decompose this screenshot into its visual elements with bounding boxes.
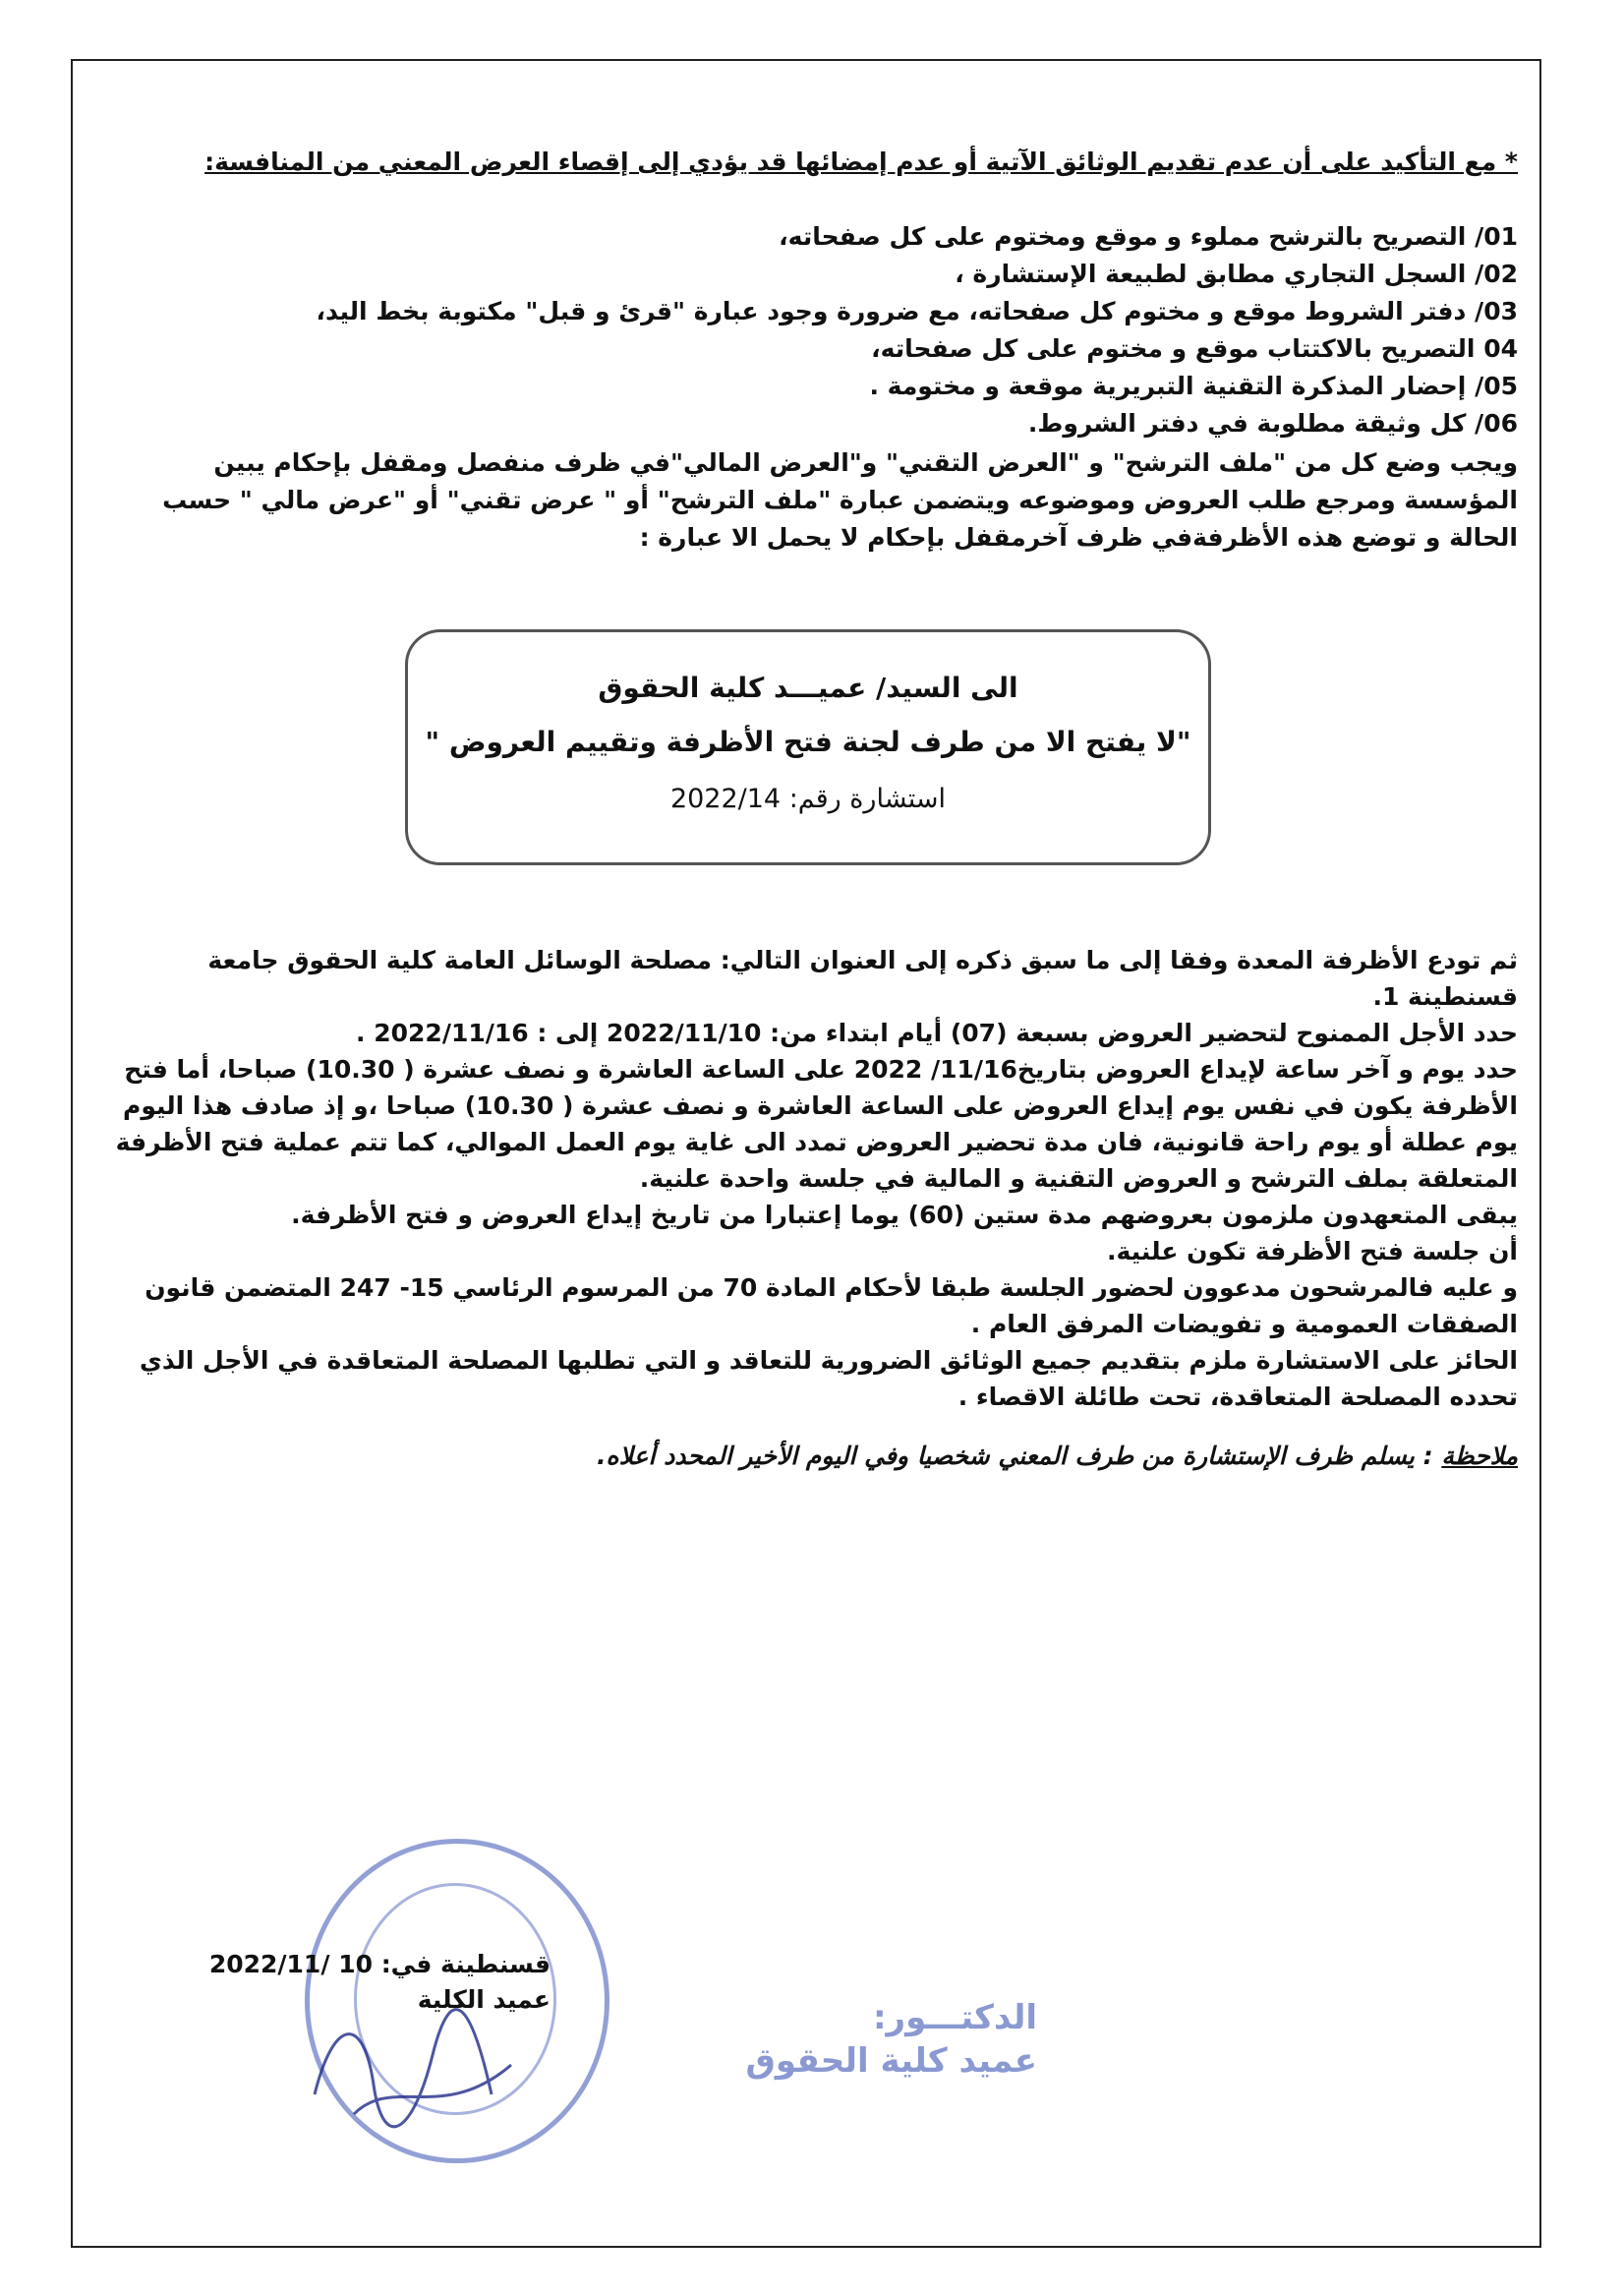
body-paragraph: حدد الأجل الممنوح لتحضير العروض بسبعة (07) أيام ابتداء من: 2022/11/10 إلى : 2022/11/16 .	[356, 1019, 1518, 1047]
box-consultation-number: استشارة رقم: 2022/14	[669, 784, 947, 814]
box-addressee: الى السيد/ عميـــد كلية الحقوق	[598, 672, 1018, 704]
note-text: : يسلم ظرف الإستشارة من طرف المعني شخصيا وفي اليوم الأخير المحدد أعلاه.	[597, 1442, 1433, 1470]
document-item: 03/ دفتر الشروط موقع و مختوم كل صفحاته، مع ضرورة وجود عبارة "قرئ و قبل" مكتوبة بخط اليد،	[316, 297, 1518, 325]
intro-statement: * مع التأكيد على أن عدم تقديم الوثائق الآتية أو عدم إمضائها قد يؤدي إلى إقصاء العرض المعني من المنافسة:	[204, 147, 1518, 176]
box-instruction: "لا يفتح الا من طرف لجنة فتح الأظرفة وتقييم العروض "	[425, 726, 1191, 758]
required-documents-list	[102, 218, 1518, 442]
note-label: ملاحظة	[1441, 1442, 1518, 1470]
document-item: 06/ كل وثيقة مطلوبة في دفتر الشروط.	[1027, 409, 1518, 438]
procedure-text	[102, 942, 1518, 1415]
signature-block	[197, 1947, 551, 2018]
document-item: 02/ السجل التجاري مطابق لطبيعة الإستشارة ،	[955, 260, 1518, 288]
document-item: 01/ التصريح بالترشح مملوء و موقع ومختوم على كل صفحاته،	[779, 222, 1518, 251]
envelope-paragraph: ويجب وضع كل من "ملف الترشح" و "العرض التقني" و"العرض المالي"في ظرف منفصل ومقفل بإحكام يبين المؤسسة ومرجع طلب العروض وموضوعه ويتضمن عبارة "ملف الترشح" أو " عرض تقني" أو "عرض مالي " حسب الحالة و توضع هذه الأظرفةفي ظرف آخرمقفل بإحكام لا يحمل الا عبارة :	[162, 448, 1518, 552]
stamp-line: الدكتـــور:	[872, 1998, 1037, 2037]
signatory-title: عميد الكلية	[417, 1985, 551, 2014]
document-item: 05/ إحضار المذكرة التقنية التبريرية موقعة و مختومة .	[869, 372, 1518, 400]
note	[102, 1442, 1518, 1470]
document-item: 04 التصريح بالاكتتاب موقع و مختوم على كل صفحاته،	[871, 334, 1518, 363]
body-paragraph: حدد يوم و آخر ساعة لإيداع العروض بتاريخ11/16/ 2022 على الساعة العاشرة و نصف عشرة ( 10.30) صباحا، أما فتح الأظرفة يكون في نفس يوم إيداع العروض على الساعة العاشرة و نصف عشرة ( 10.30) صباحا ،و إذ صادف هذا اليوم يوم عطلة أو يوم راحة قانونية، فان مدة تحضير العروض تمدد الى غاية يوم العمل الموالي، كما تتم عملية فتح الأظرفة المتعلقة بملف الترشح و العروض التقنية و المالية في جلسة واحدة علنية.	[115, 1055, 1518, 1193]
place-date: قسنطينة في: 10 /2022/11	[208, 1950, 551, 1978]
body-paragraph: أن جلسة فتح الأظرفة تكون علنية.	[1107, 1237, 1518, 1265]
body-paragraph: ثم تودع الأظرفة المعدة وفقا إلى ما سبق ذكره إلى العنوان التالي: مصلحة الوسائل العامة كلية الحقوق جامعة قسنطينة 1.	[207, 946, 1518, 1011]
envelope-label-box	[405, 629, 1211, 865]
body-paragraph: و عليه فالمرشحون مدعوون لحضور الجلسة طبقا لأحكام المادة 70 من المرسوم الرئاسي 15- 247 المتضمن قانون الصفقات العمومية و تفويضات المرفق العام .	[145, 1273, 1518, 1338]
stamp-line: عميد كلية الحقوق	[745, 2041, 1037, 2081]
body-paragraph: الحائز على الاستشارة ملزم بتقديم جميع الوثائق الضرورية للتعاقد و التي تطلبها المصلحة المتعاقدة في الأجل الذي تحدده المصلحة المتعاقدة، تحت طائلة الاقصاء .	[139, 1346, 1518, 1411]
body-paragraph: يبقى المتعهدون ملزمون بعروضهم مدة ستين (60) يوما إعتبارا من تاريخ إيداع العروض و فتح الأظرفة.	[291, 1201, 1518, 1229]
dean-stamp-text	[723, 1996, 1037, 2083]
